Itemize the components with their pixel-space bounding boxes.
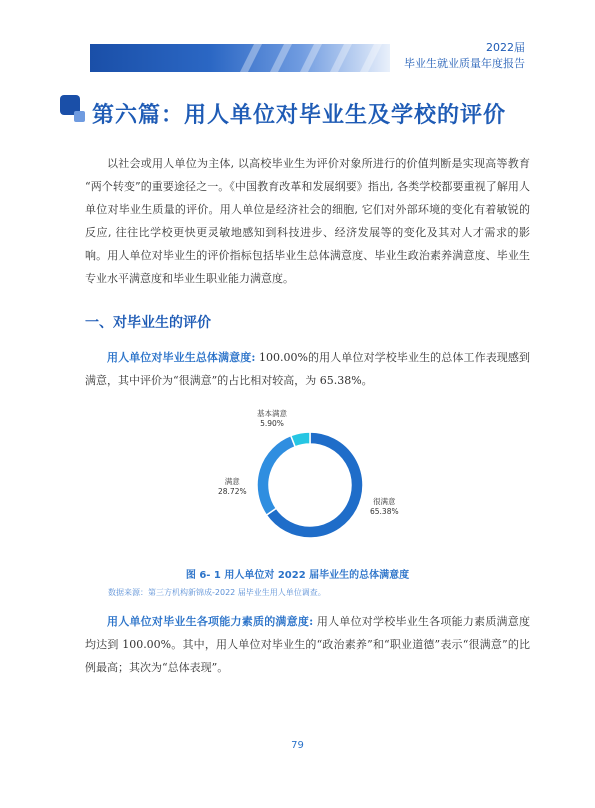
header-right — [404, 40, 525, 72]
label-satisfied: 满意 28.72% — [218, 477, 247, 496]
paragraph-text: 用人单位对学校毕业生各项能力素质满意度均达到 100.00%。其中，用人单位对毕业生的“政治素养”和“职业道德”表示“很满意”的比例最高；其次为“总体表现”。 — [85, 615, 531, 674]
header-year: 2022届 — [486, 41, 525, 54]
header-report-title: 毕业生就业质量年度报告 — [404, 57, 525, 70]
figure-caption: 图 6- 1 用人单位对 2022 届毕业生的总体满意度 — [185, 570, 410, 581]
donut-slice-1 — [257, 436, 295, 516]
page-number: 79 — [291, 740, 304, 751]
satisfaction-donut-chart — [210, 405, 410, 565]
ability-satisfaction-paragraph — [85, 610, 530, 679]
title-decoration-icon — [60, 95, 90, 125]
header-stripes — [230, 44, 400, 72]
intro-paragraph: 以社会或用人单位为主体, 以高校毕业生为评价对象所进行的价值判断是实现高等教育 “两个转变”的重要途径之一。《中国教育改革和发展纲要》指出, 各类学校都要重视了解用人单位对毕业生质量的评价。用人单位是经济社会的细胞, 它们对外部环境的变化有着敏锐的反应, 往往比学校更快更灵敏地感知到科技进步、经济发展等的变化及其对人才需求的影响。用人单位对毕业生的评价指标包括毕业生总体满意度、毕业生政治素养满意度、毕业生专业水平满意度和毕业生职业能力满意度。 — [85, 157, 530, 285]
paragraph-lead: 用人单位对毕业生总体满意度: — [107, 351, 256, 364]
section-heading: 一、对毕业生的评价 — [85, 315, 211, 331]
paragraph-text: 100.00%的用人单位对学校毕业生的总体工作表现感到满意，其中评价为“很满意”的占比相对较高，为 65.38%。 — [85, 351, 531, 387]
overall-satisfaction-paragraph — [85, 346, 530, 392]
page-title: 第六篇：用人单位对毕业生及学校的评价 — [92, 103, 507, 128]
donut-slice-2 — [291, 432, 310, 447]
label-basic-satisfied: 基本满意 5.90% — [257, 409, 287, 428]
paragraph-lead: 用人单位对毕业生各项能力素质的满意度: — [107, 615, 314, 628]
label-very-satisfied: 很满意 65.38% — [370, 497, 399, 516]
data-source-note: 数据来源：第三方机构新锦成-2022 届毕业生用人单位调查。 — [108, 588, 326, 597]
